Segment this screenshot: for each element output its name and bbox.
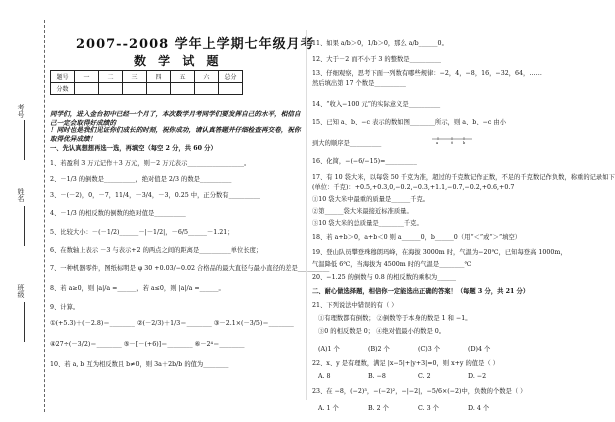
score-table-col: 五 xyxy=(171,71,195,83)
question-3: 3、－(－2)，0，－7，11/4，－3/4，－3，0.25 中，正分数有__________ xyxy=(50,192,261,199)
score-cell[interactable] xyxy=(147,83,171,95)
question-13-cont: 然后填出第 17 个数是__________ xyxy=(312,80,406,87)
question-16: 16、化简，−(−6/−15)=__________ xyxy=(312,158,417,165)
question-19: 19、登山队员攀登珠穆朗玛峰，在海拔 3000m 时，气温为−20℃，已知每登高 1000m， xyxy=(312,249,567,256)
question-17-part-2: ②第______袋大米最接近标准质量。 xyxy=(312,208,413,215)
score-table-col: 一 xyxy=(75,71,99,83)
question-15-cont: 到大的顺序是__________ xyxy=(312,140,382,147)
exam-title: 2007--2008 学年上学期七年级月考 xyxy=(76,37,315,52)
question-17-data: (单位：千克)：+0.5,+0.3,0,−0.2,−0.3,+1.1,−0.7,−0.2,+0.6,+0.7 xyxy=(312,184,515,191)
question-21-statements-1: ①有理数都有倒数； ②倒数等于本身的数是 1 和 −1。 xyxy=(318,315,472,322)
score-cell[interactable] xyxy=(123,83,147,95)
question-2: 2、－1/3 的倒数是__________，绝对值是 2/3 的数是__________ xyxy=(50,176,232,183)
q22-option-a[interactable]: A. 8 xyxy=(318,373,331,380)
q23-option-b[interactable]: B. 2 个 xyxy=(368,405,389,412)
question-21: 21、下列说法中错误的有（ ） xyxy=(312,302,398,309)
column-divider xyxy=(306,30,307,400)
question-7: 7、一种机器零件，图纸标明是 φ 30 +0.03/−0.02 合格品的最大直径与最小直径的差是__________ xyxy=(50,265,330,272)
q21-option-a[interactable]: (A)1 个 xyxy=(318,346,340,353)
q22-option-c[interactable]: C. 2 xyxy=(418,373,431,380)
question-14: 14、“收入−100 元”的实际意义是__________ xyxy=(312,101,441,108)
intro-line-1: 同学们，进入金台初中已经一个月了，本次数学月考同学们要发挥自己的水平，相信自己一定会取得好成绩的 xyxy=(50,110,301,127)
question-13: 13、仔细观察，思考下面一列数有哪些规律：−2，4，−8，16，−32，64，…… xyxy=(312,70,542,77)
q21-option-d[interactable]: (D)4 个 xyxy=(468,346,491,353)
section-1-heading: 一、先认真想想再选一选，再填空（每空 2 分，共 60 分） xyxy=(50,145,217,152)
question-9-row-2: ④27÷(－3/2)＝________ ⑤－[－(+6)]＝________ ⑥－2⁴＝________ xyxy=(50,341,245,348)
exam-subtitle: 数 学 试 题 xyxy=(134,54,223,68)
question-8: 8、若 a≥0，则 |a|/a =______，若 a≤0，则 |a|/a =______。 xyxy=(50,285,225,292)
q21-option-c[interactable]: (C)3 个 xyxy=(418,346,441,353)
score-table-col: 二 xyxy=(99,71,123,83)
question-20: 20、−1.25 的倒数与 0.8 的相反数的乘积为______ xyxy=(312,274,457,281)
question-4: 4、－1/3 的相反数的倒数的绝对值是__________ xyxy=(50,210,186,217)
question-15: 15、已知 a、b、−c 表示的数如图________所示，则 a、b、−c 由小 xyxy=(312,119,507,126)
score-table xyxy=(50,70,243,95)
score-table-row-label: 题号 xyxy=(51,71,75,83)
q22-option-b[interactable]: B. −8 xyxy=(368,373,386,380)
exam-number-label: 考号 xyxy=(17,104,25,118)
score-cell[interactable] xyxy=(75,83,99,95)
score-table-col: 六 xyxy=(195,71,219,83)
question-21-statements-2: ③0 的相反数是 0； ④绝对值最小的数是 0。 xyxy=(318,328,446,335)
name-fill-line xyxy=(24,206,25,246)
score-cell[interactable] xyxy=(99,83,123,95)
intro-line-2: ！同时也是我们见证你们成长的时刻，祝你成功，请认真答题并仔细检查再交卷，祝你取得优异成绩！ xyxy=(50,126,301,143)
score-table-score-row xyxy=(51,83,243,95)
section-2-heading: 二、耐心做选择题，相信你一定能选出正确的答案！（每题 3 分，共 21 分） xyxy=(312,288,530,295)
number-line-label-a: a xyxy=(436,141,439,145)
question-23: 23、在 −8，(−2)³，−(−2)²，−|−2|，−5/6×(−2)中，负数的个数是（ ） xyxy=(312,388,527,395)
score-table-header-row xyxy=(51,71,243,83)
q21-option-b[interactable]: (B)2 个 xyxy=(368,346,390,353)
question-1: 1、若盈利 3 万元记作＋3 万元，则－2 万元表示__________________。 xyxy=(50,160,251,167)
exam-number-fill-line xyxy=(24,120,25,160)
question-17-part-3: ③10 袋大米的总质量是________千克。 xyxy=(312,220,423,227)
score-cell[interactable] xyxy=(171,83,195,95)
question-17-part-1: ①10 袋大米中最重的质量是______千克。 xyxy=(312,196,430,203)
number-line-label-b: b xyxy=(463,141,466,145)
question-9-row-1: ①(+5.3)＋(－2.8)＝________ ②(－2/3)＋1/3＝________ ③－2.1×(－3/5)＝________ xyxy=(50,320,294,327)
q22-option-d[interactable]: D. −2 xyxy=(468,373,487,380)
class-fill-line xyxy=(24,302,25,342)
name-label: 姓名 xyxy=(17,188,25,202)
binding-dashed-line xyxy=(44,20,45,412)
question-10: 10、若 a, b 互为相反数且 b≠0，则 3a＋2b/b 的值为________ xyxy=(50,361,229,368)
class-label: 班级 xyxy=(17,284,25,298)
score-cell[interactable] xyxy=(195,83,219,95)
question-18: 18、若 a+b＞0，a+b＜0 则 a______0，b______0（用“＜”或“＞”填空） xyxy=(312,234,522,241)
question-6: 6、在数轴上表示 －3 与表示+2 的两点之间的距离是__________单位长度； xyxy=(50,247,263,254)
q23-option-c[interactable]: C. 3 个 xyxy=(418,405,439,412)
q23-option-d[interactable]: D. 4 个 xyxy=(468,405,490,412)
q23-option-a[interactable]: A. 1 个 xyxy=(318,405,339,412)
question-5: 5、比较大小：－(－1/2)______－|－1/2|，－6/5______－1.21； xyxy=(50,229,234,236)
question-22: 22、x、y 是有理数，满足 |x−5|+|y+3|=0，则 x+y 的值是（ ） xyxy=(312,360,499,367)
question-9: 9、计算。 xyxy=(50,304,80,311)
number-line-label-0: 0 xyxy=(451,141,454,145)
score-cell[interactable] xyxy=(219,83,243,95)
question-12: 12、大于－2 而不小于 3 的整数是__________ xyxy=(312,56,442,63)
question-17: 17、有 10 袋大米，以每袋 50 千克为准，超过的千克数记作正数，不足的千克数记作负数，称重的记录如下 xyxy=(312,174,615,181)
question-11: 11、如果 a/b＞0，1/b＞0，那么 a/b______0。 xyxy=(312,40,448,47)
score-table-col: 三 xyxy=(123,71,147,83)
score-table-col: 四 xyxy=(147,71,171,83)
question-19-cont: 气温降低 6℃，当海拔为 4500m 时的气温是________℃ xyxy=(312,261,472,268)
score-table-col: 总分 xyxy=(219,71,243,83)
score-table-row-label: 分数 xyxy=(51,83,75,95)
number-line-figure xyxy=(430,134,474,144)
